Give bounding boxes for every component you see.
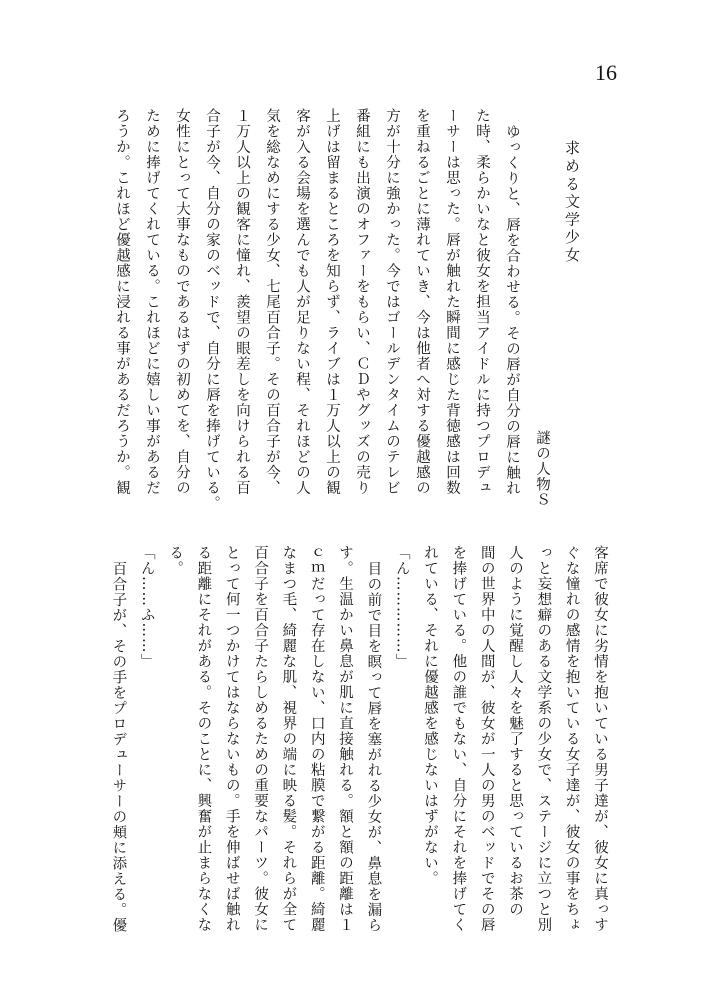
text-column: っと妄想癖のある文学系の少女で、ステージに立つと別 — [535, 545, 552, 933]
upper-text-tier — [107, 108, 587, 528]
text-column: 客が入る会場を選んでも人が足りない程、それほどの人 — [294, 108, 310, 496]
story-title: 求める文学少女 — [563, 140, 581, 265]
text-column: る距離にそれがある。そのことに、興奮が止まらなくな — [195, 545, 212, 933]
text-column: ーサーは思った。唇が触れた瞬間に感じた背徳感は回数 — [444, 108, 460, 496]
text-column: 客席で彼女に劣情を抱いている男子達が、彼女に真っす — [592, 545, 608, 933]
dialogue-column: 「ん……ふ……」 — [138, 545, 155, 669]
text-column: 目の前で目を瞑って唇を塞がれる少女が、鼻息を漏ら — [365, 560, 382, 933]
text-column: 番組にも出演のオファーをもらい、ＣＤやグッズの売り — [354, 108, 370, 496]
dialogue-column: 「ん……………」 — [393, 545, 410, 669]
text-column: る。 — [167, 545, 184, 576]
text-column: ために捧げてくれている。これほどに嬉しい事があるだ — [144, 108, 160, 496]
page-number: 16 — [595, 60, 617, 85]
text-column: 方が十分に強かった。今ではゴールデンタイムのテレビ — [384, 108, 400, 496]
text-column: 間の世界中の人間が、彼女が一人の男のベッドでその唇 — [478, 545, 495, 933]
text-column: 人のように覚醒し人々を魅了すると思っているお茶の — [507, 545, 524, 917]
text-column: を重ねるごとに薄れていき、今は他者へ対する優越感の — [414, 108, 430, 496]
lower-text-tier — [104, 545, 614, 965]
text-column: を捧げている。他の誰でもない、自分にそれを捧げてく — [450, 545, 467, 933]
text-column: ろうか。これほど優越感に浸れる事があるだろうか。観 — [114, 108, 130, 496]
text-column: なまつ毛、綺麗な肌、視界の端に映る髪。それらが全て — [280, 545, 297, 933]
text-column: 百合子が、その手をプロデューサーの頬に添える。優 — [110, 560, 127, 933]
text-column: れている、それに優越感を感じないはずがない。 — [422, 545, 439, 886]
text-column: す。生温かい鼻息が肌に直接触れる。額と額の距離は１ — [337, 545, 354, 933]
text-column: 合子が今、自分の家のベッドで、自分に唇を捧げている。 — [204, 108, 220, 511]
text-column: た時、柔らかいなと彼女を担当アイドルに持つプロデュ — [474, 108, 490, 496]
text-column: ｃｍだって存在しない、口内の粘膜で繋がる距離。綺麗 — [308, 545, 325, 933]
text-column: 気を総なめにする少女、七尾百合子。その百合子が今、 — [264, 108, 280, 496]
text-column: 上げは留まるところを知らず、ライブは１万人以上の観 — [324, 108, 340, 496]
text-column: とって何一つかけてはならないもの。手を伸ばせば触れ — [223, 545, 240, 933]
author-name: 謎の人物Ｓ — [534, 430, 550, 508]
text-column: 百合子を百合子たらしめるための重要なパーツ。彼女に — [252, 545, 269, 933]
text-column: ゆっくりと、唇を合わせる。その唇が自分の唇に触れ — [504, 123, 520, 496]
text-column: ぐな憧れの感情を抱いている女子達が、彼女の事をちょ — [563, 545, 580, 933]
text-column: 女性にとって大事なものであるはずの初めてを、自分の — [174, 108, 190, 496]
text-column: １万人以上の観客に憧れ、羨望の眼差しを向けられる百 — [234, 108, 250, 496]
